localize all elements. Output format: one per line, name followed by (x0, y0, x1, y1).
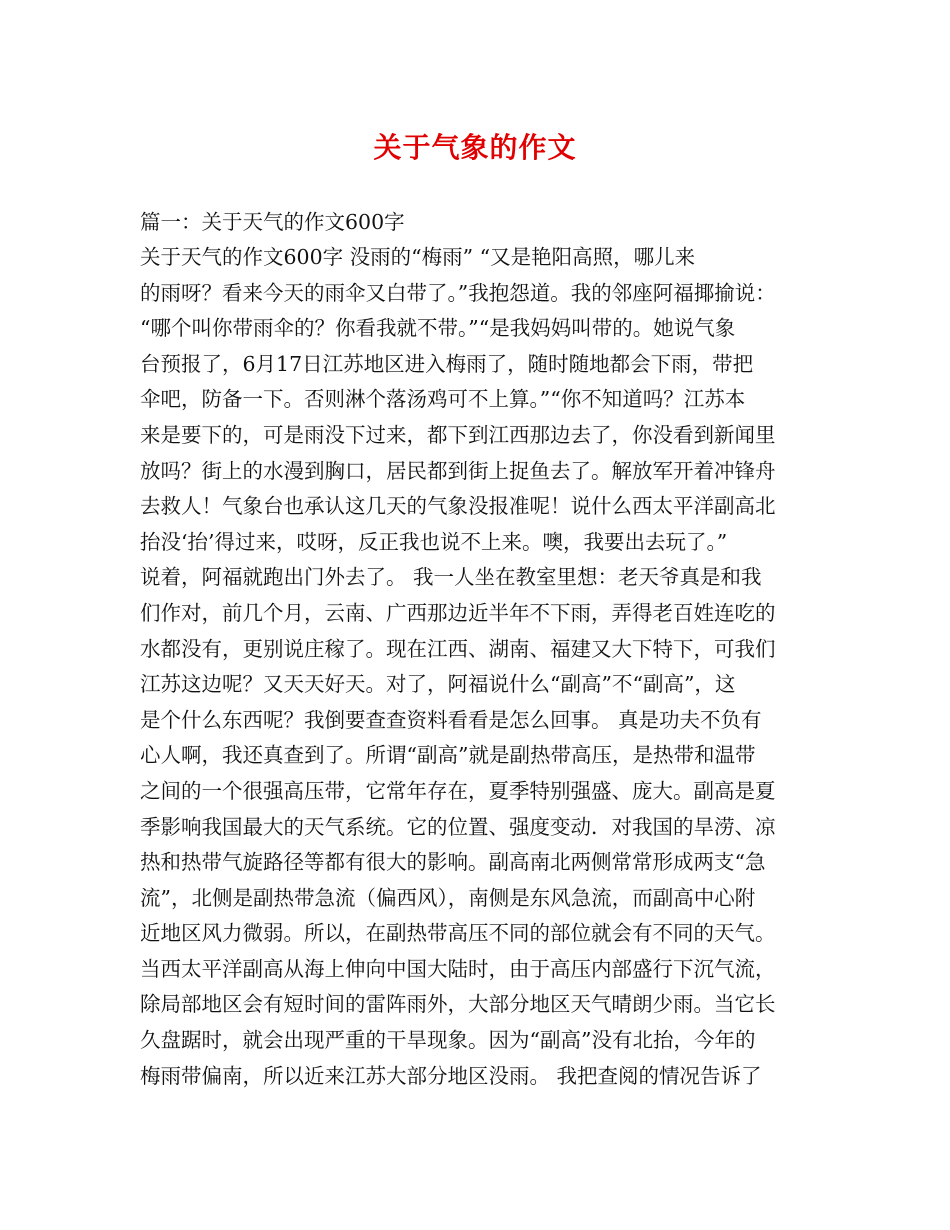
essay-line: 心人啊，我还真查到了。所谓“副高”就是副热带高压，是热带和温带 (140, 743, 756, 768)
essay-line: 之间的一个很强高压带，它常年存在，夏季特别强盛、庞大。副高是夏 (140, 778, 776, 803)
essay-line: 说着，阿福就跑出门外去了。 我一人坐在教室里想：老天爷真是和我 (140, 565, 762, 590)
essay-line: 梅雨带偏南，所以近来江苏大部分地区没雨。 我把查阅的情况告诉了 (140, 1063, 762, 1088)
essay-line: “哪个叫你带雨伞的？你看我就不带。”“是我妈妈叫带的。她说气象 (140, 316, 736, 341)
essay-line: 当西太平洋副高从海上伸向中国大陆时，由于高压内部盛行下沉气流， (140, 956, 776, 981)
essay-line: 台预报了，6月17日江苏地区进入梅雨了，随时随地都会下雨，带把 (140, 351, 754, 376)
essay-line: 水都没有，更别说庄稼了。现在江西、湖南、福建又大下特下，可我们 (140, 636, 776, 661)
essay-line: 关于天气的作文600字 没雨的“梅雨” “又是艳阳高照，哪儿来 (140, 245, 696, 269)
essay-line: 近地区风力微弱。所以，在副热带高压不同的部位就会有不同的天气。 (140, 921, 776, 946)
essay-line: 放吗？街上的水漫到胸口，居民都到街上捉鱼去了。解放军开着冲锋舟 (140, 458, 776, 483)
essay-line: 久盘踞时，就会出现严重的干旱现象。因为“副高”没有北抬，今年的 (140, 1028, 756, 1053)
essay-line: 抬没‘抬’得过来，哎呀，反正我也说不上来。噢，我要出去玩了。” (140, 529, 728, 554)
essay-line: 去救人！气象台也承认这几天的气象没报准呢！说什么西太平洋副高北 (140, 494, 776, 519)
essay-line: 的雨呀？看来今天的雨伞又白带了。”我抱怨道。我的邻座阿福揶揄说： (140, 280, 776, 305)
essay-line: 季影响我国最大的天气系统。它的位置、强度变动．对我国的旱涝、凉 (140, 814, 776, 839)
document-title: 关于气象的作文 (373, 131, 577, 164)
essay-line: 除局部地区会有短时间的雷阵雨外，大部分地区天气晴朗少雨。当它长 (140, 992, 776, 1017)
essay-line: 是个什么东西呢？我倒要查查资料看看是怎么回事。 真是功夫不负有 (140, 707, 762, 732)
section-heading: 篇一：关于天气的作文600字 (140, 210, 405, 234)
essay-line: 来是要下的，可是雨没下过来，都下到江西那边去了，你没看到新闻里 (140, 422, 776, 447)
essay-line: 伞吧，防备一下。否则淋个落汤鸡可不上算。”“你不知道吗？江苏本 (140, 387, 746, 412)
essay-line: 流”，北侧是副热带急流（偏西风），南侧是东风急流，而副高中心附 (140, 885, 756, 910)
essay-line: 们作对，前几个月，云南、广西那边近半年不下雨，弄得老百姓连吃的 (140, 600, 776, 625)
essay-line: 热和热带气旋路径等都有很大的影响。副高南北两侧常常形成两支“急 (140, 850, 766, 875)
essay-body (140, 240, 820, 1094)
essay-line: 江苏这边呢？又天天好天。对了，阿福说什么“副高”不“副高”，这 (140, 672, 736, 697)
